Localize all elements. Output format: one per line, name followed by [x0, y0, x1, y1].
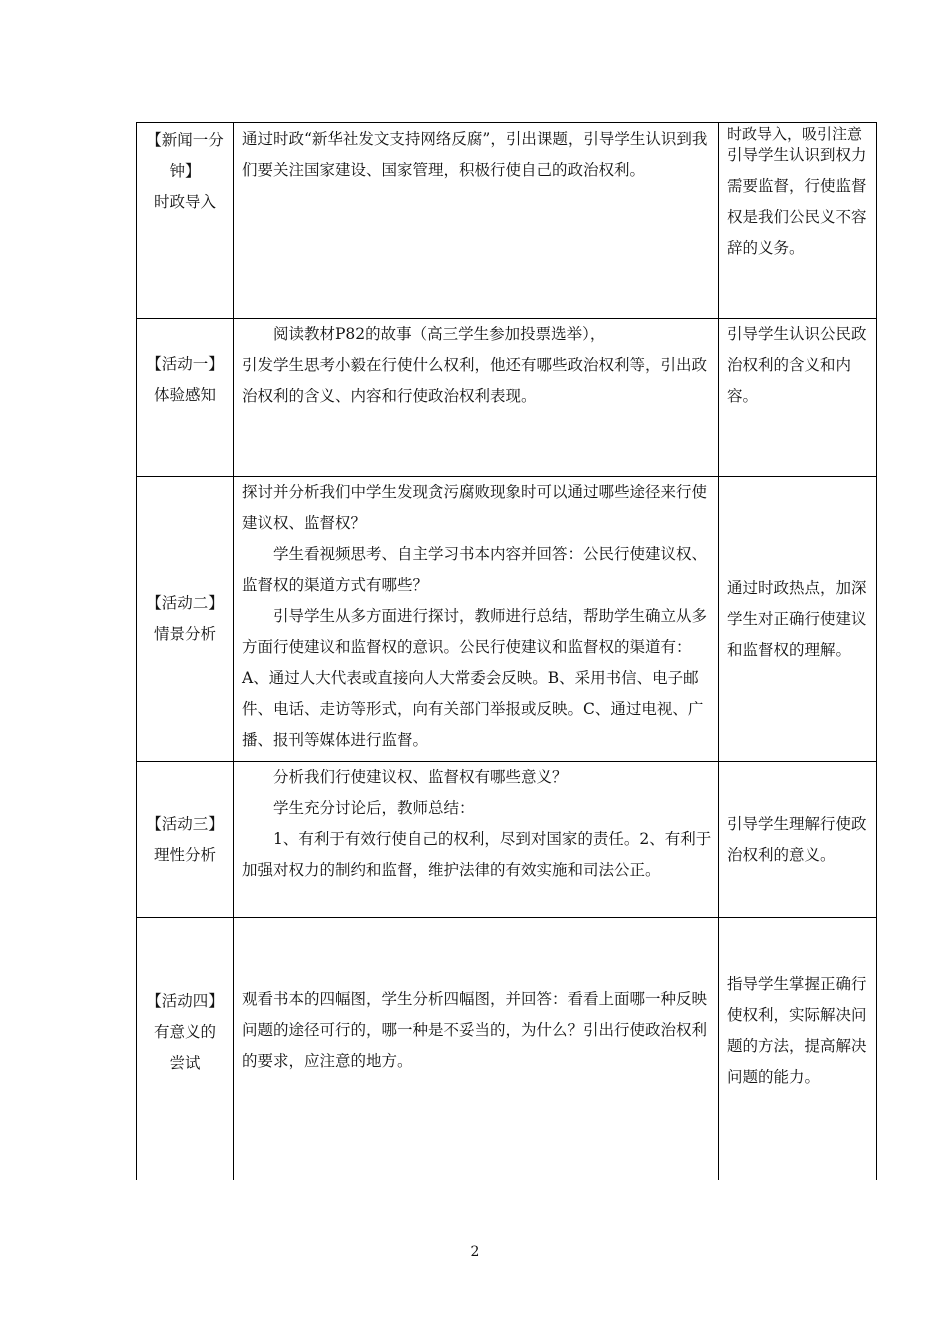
activity-content: 学生充分讨论后，教师总结：	[273, 799, 475, 817]
design-purpose-cell	[719, 123, 877, 319]
activity-content: 通过时政“新华社发文支持网络反腐”，引出课题，引导学生认识到我们要关注国家建设、国家管理，积极行使自己的政治权利。	[242, 130, 708, 179]
activity-label-cell	[137, 918, 234, 1180]
design-purpose: 引导学生认识公民政治权利的含义和内容。	[727, 325, 867, 405]
activity-label: 【活动四】	[146, 992, 224, 1011]
activity-label: 【活动二】	[146, 594, 224, 612]
activity-label: 【新闻一分	[146, 131, 224, 149]
activity-content: 阅读教材P82的故事（高三学生参加投票选举），	[273, 325, 606, 343]
design-purpose-cell	[719, 477, 877, 762]
design-purpose: 引导学生认识到权力需要监督，行使监督权是我们公民义不容辞的义务。	[727, 146, 867, 257]
activity-label: 情景分析	[153, 625, 216, 643]
page-number: 2	[470, 1244, 480, 1260]
activity-label: 时政导入	[153, 193, 216, 211]
activity-content: 引导学生从多方面进行探讨，教师进行总结，帮助学生确立从多方面行使建议和监督权的意识。公民行使建议和监督权的渠道有：A、通过人大代表或直接向人大常委会反映。B、采用书信、电子邮件、电话、走访等形式，向有关部门举报或反映。C、通过电视、广播、报刊等媒体进行监督。	[242, 607, 708, 749]
design-purpose: 引导学生理解行使政治权利的意义。	[727, 814, 867, 864]
design-purpose: 通过时政热点，加深学生对正确行使建议和监督权的理解。	[727, 578, 867, 659]
activity-label: 体验感知	[153, 385, 216, 404]
activity-content-cell	[234, 319, 719, 477]
activity-label: 【活动一】	[146, 354, 224, 373]
activity-content-cell	[234, 477, 719, 762]
design-purpose: 指导学生掌握正确行使权利，实际解决问题的方法，提高解决问题的能力。	[727, 974, 867, 1086]
activity-content: 引发学生思考小毅在行使什么权利，他还有哪些政治权利等，引出政治权利的含义、内容和行使政治权利表现。	[242, 356, 708, 405]
design-purpose-heading: 时政导入，吸引注意	[727, 125, 863, 143]
activity-content: 学生看视频思考、自主学习书本内容并回答：公民行使建议权、监督权的渠道方式有哪些？	[242, 545, 708, 594]
activity-content-cell	[234, 123, 719, 319]
activity-content-cell	[234, 918, 719, 1180]
activity-content: 探讨并分析我们中学生发现贪污腐败现象时可以通过哪些途径来行使建议权、监督权？	[242, 483, 708, 532]
table-row	[137, 918, 877, 1180]
design-purpose-cell	[719, 762, 877, 918]
design-purpose-cell	[719, 319, 877, 477]
activity-content: 分析我们行使建议权、监督权有哪些意义？	[273, 768, 568, 786]
activity-label-cell	[137, 762, 234, 918]
activity-content-cell	[234, 762, 719, 918]
activity-label-cell	[137, 123, 234, 319]
design-purpose-cell	[719, 918, 877, 1180]
activity-label: 理性分析	[153, 845, 216, 864]
activity-content: 1、有利于有效行使自己的权利，尽到对国家的责任。2、有利于加强对权力的制约和监督，维护法律的有效实施和司法公正。	[242, 830, 712, 879]
lesson-plan-table	[136, 122, 877, 1180]
activity-label-cell	[137, 477, 234, 762]
activity-content: 观看书本的四幅图，学生分析四幅图，并回答：看看上面哪一种反映问题的途径可行的，哪一种是不妥当的，为什么？引出行使政治权利的要求，应注意的地方。	[242, 990, 708, 1071]
activity-label-cell	[137, 319, 234, 477]
table-row	[137, 762, 877, 918]
table-row	[137, 319, 877, 477]
activity-label: 尝试	[169, 1054, 201, 1073]
activity-label: 【活动三】	[146, 814, 224, 833]
activity-label: 有意义的	[153, 1023, 216, 1042]
table-row	[137, 477, 877, 762]
table-row	[137, 123, 877, 319]
activity-label: 钟】	[169, 162, 201, 180]
